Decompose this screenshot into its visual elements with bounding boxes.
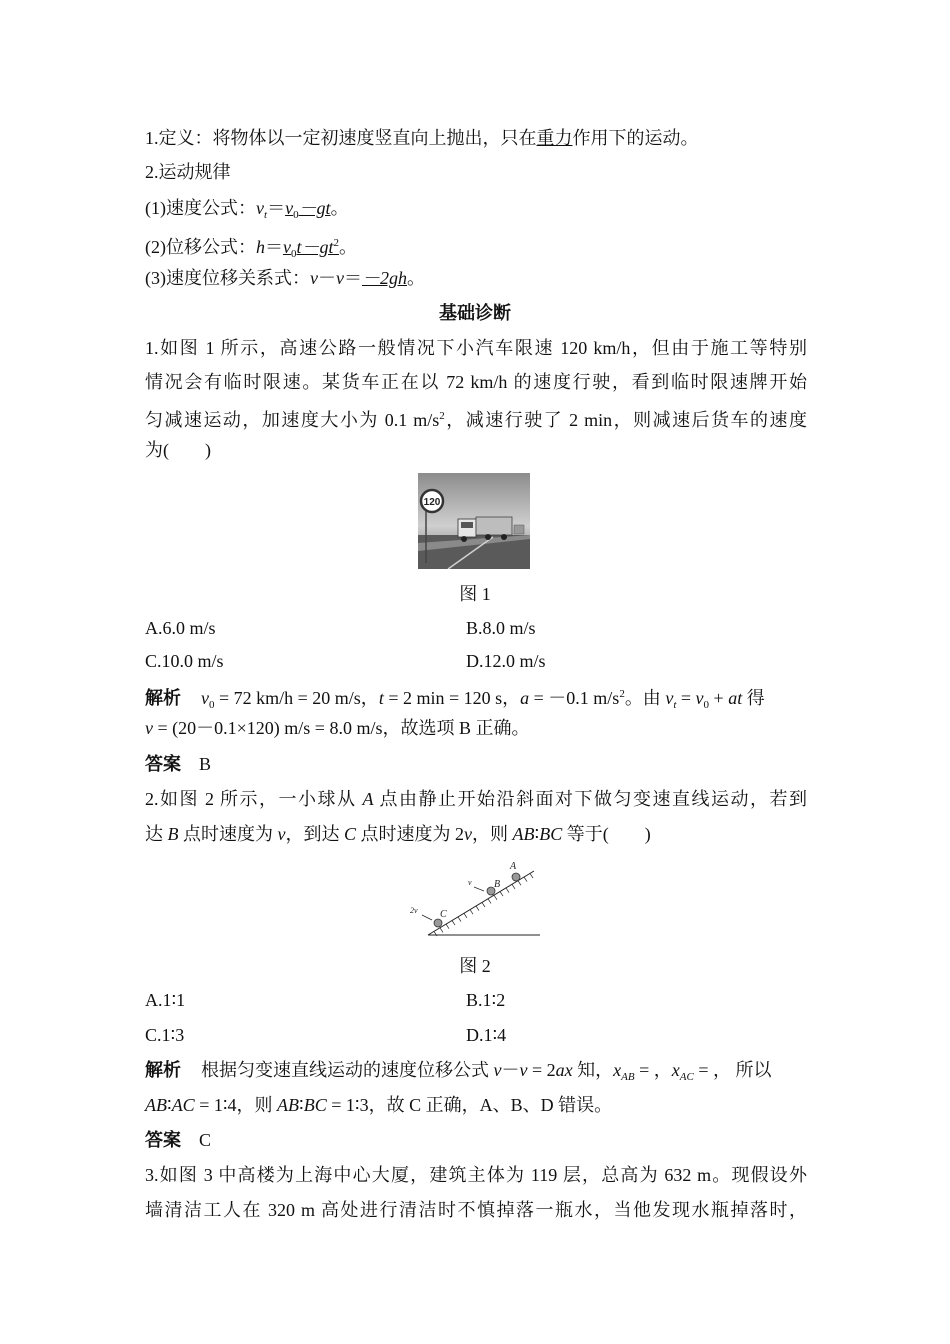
analysis-label: 解析 xyxy=(145,688,181,708)
label-c: C xyxy=(440,909,447,920)
figure-2-caption: 图 2 xyxy=(459,956,491,976)
q1-stem-line-2: 情况会有临时限速。某货车正在以 72 km/h 的速度行驶，看到临时限速牌开始 xyxy=(145,372,807,392)
speed-limit-value: 120 xyxy=(423,497,441,508)
q1-stem-line-1: 1.如图 1 所示，高速公路一般情况下小汽车限速 120 km/h，但由于施工等特别 xyxy=(145,338,807,358)
q2-option-b: B.1∶2 xyxy=(466,990,506,1010)
truck-photo xyxy=(418,473,530,569)
q2-analysis-line-1: 解析 根据匀变速直线运动的速度位移公式 v－v = 2ax 知，$x_{AB}$ = ，$x_{AC}$ = ， 所以 xyxy=(145,1060,772,1083)
arrow-v-icon xyxy=(474,887,484,891)
label-2v: 2v xyxy=(410,906,418,915)
rules-heading: 2.运动规律 xyxy=(145,162,231,182)
q2-option-d: D.1∶4 xyxy=(466,1025,507,1045)
q2-answer xyxy=(145,1128,211,1152)
answer-value: B xyxy=(199,754,212,774)
displacement-formula: (2)位移公式：$h=v_0t-gt^2$。 xyxy=(145,237,358,260)
answer-value: C xyxy=(199,1130,212,1150)
q2-analysis-line-2: AB∶AC = 1∶4，则 AB∶BC = 1∶3，故 C 正确，A、B、D 错误。 xyxy=(145,1095,613,1115)
figure-1-caption: 图 1 xyxy=(459,584,491,604)
q3-stem-line-1: 3.如图 3 中高楼为上海中心大厦，建筑主体为 119 层，总高为 632 m。现假设外 xyxy=(145,1165,807,1185)
answer-label: 答案 xyxy=(145,1130,181,1150)
q1-stem-line-4: 为( ) xyxy=(145,440,211,460)
label-v: v xyxy=(468,878,472,887)
velocity-displacement-formula: (3)速度位移关系式：v－v＝－2gh。 xyxy=(145,268,425,288)
arrow-2v-icon xyxy=(422,915,432,920)
incline-hatching xyxy=(434,873,533,936)
displacement-formula-blank: $v_0t-gt^2$ xyxy=(283,237,340,260)
answer-label: 答案 xyxy=(145,754,181,774)
q3-stem-line-2: 墙清洁工人在 320 m 高处进行清洁时不慎掉落一瓶水，当他发现水瓶掉落时， xyxy=(145,1200,807,1220)
velocity-displacement-blank: －2gh xyxy=(362,268,407,288)
q2-option-a: A.1∶1 xyxy=(145,990,186,1010)
blank-gravity: 重力 xyxy=(536,128,573,148)
q1-option-d: D.12.0 m/s xyxy=(466,651,546,671)
ball-a xyxy=(512,873,520,881)
analysis-label: 解析 xyxy=(145,1060,181,1080)
velocity-formula-blank: $v_0-gt$ xyxy=(285,198,331,221)
label-b: B xyxy=(494,879,501,890)
q2-stem-line-1: 2.如图 2 所示，一小球从 A 点由静止开始沿斜面对下做匀变速直线运动，若到 xyxy=(145,789,807,809)
q1-option-c: C.10.0 m/s xyxy=(145,651,224,671)
ball-c xyxy=(434,919,442,927)
q1-option-b: B.8.0 m/s xyxy=(466,618,536,638)
distant-truck xyxy=(514,525,524,534)
label-a: A xyxy=(510,861,517,872)
section-title: 基础诊断 xyxy=(439,303,511,323)
q2-option-c: C.1∶3 xyxy=(145,1025,185,1045)
q1-analysis-line-2: v = (20－0.1×120) m/s = 8.0 m/s，故选项 B 正确。 xyxy=(145,718,530,738)
velocity-formula: (1)速度公式：$v_t=v_0-gt$。 xyxy=(145,198,349,221)
q1-option-a: A.6.0 m/s xyxy=(145,618,216,638)
incline-diagram xyxy=(408,857,544,939)
q1-analysis-line-1: 解析 $v_0 = 72$ km/h = 20 m/s，t = 2 min = 120 s，a = －0.1 $m/s^2$。由 $v_t = v_0$ + at 得 xyxy=(145,688,765,711)
q1-answer xyxy=(145,752,211,776)
definition-line: 1.定义：将物体以一定初速度竖直向上抛出，只在重力作用下的运动。 xyxy=(145,128,699,148)
q2-stem-line-2: 达 B 点时速度为 v，到达 C 点时速度为 2v，则 AB∶BC 等于( ) xyxy=(145,824,651,844)
q1-stem-line-3: 匀减速运动，加速度大小为 0.1 $m/s^2$，减速行驶了 2 min，则减速后货车的速度 xyxy=(145,410,807,430)
